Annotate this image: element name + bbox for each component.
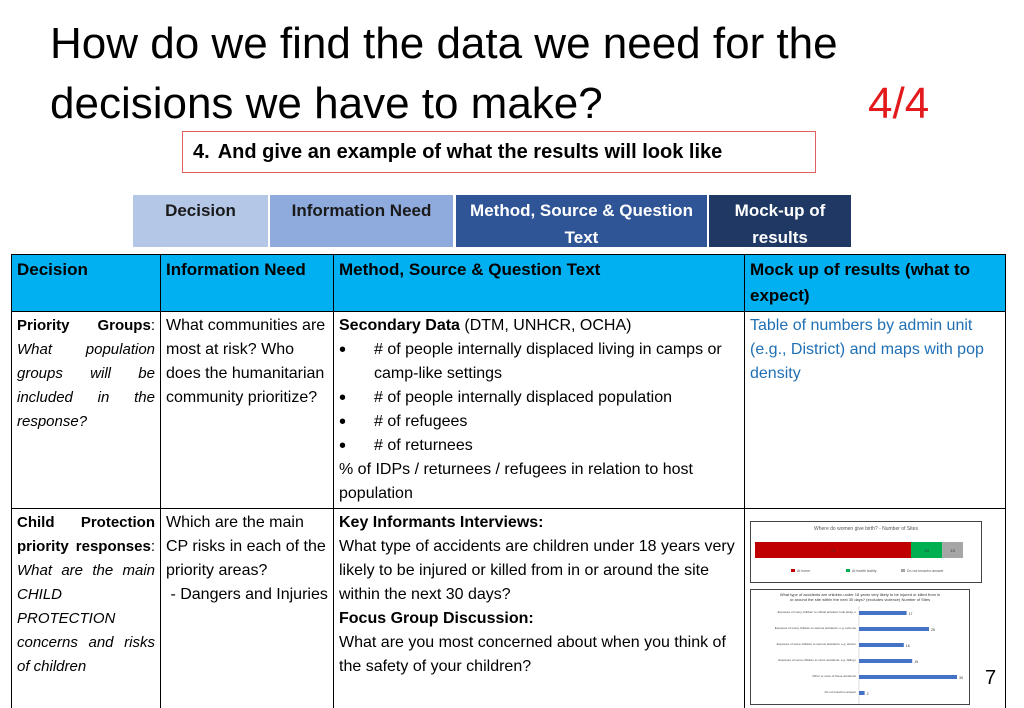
fgd-label: Focus Group Discussion: [339, 610, 534, 627]
data-label: 10 [950, 548, 955, 553]
bar [859, 611, 907, 615]
mockup-cell [745, 312, 1006, 509]
decision-question: What population groups will be included in the response? [17, 341, 155, 430]
category-label: Do not know/no answer [824, 690, 856, 694]
bar [859, 627, 929, 631]
title-line-1: How do we find the data we need for the [50, 19, 838, 68]
column-header: Mock up of results (what to expect) [745, 255, 1006, 312]
header-box-information-need: Information Need [270, 195, 453, 247]
list-item: • # of refugees [339, 410, 739, 434]
list-item: • # of people internally displaced living in camps or camp-like settings [339, 338, 739, 386]
data-label: 15 [924, 548, 929, 553]
bar [859, 643, 904, 647]
column-header: Method, Source & Question Text [334, 255, 745, 312]
kii-question: What type of accidents are children under 18 years very likely to be injured or killed from in or around the site within the next 30 days? [339, 538, 735, 603]
fgd-question: What are you most concerned about when you think of the safety of your children? [339, 634, 726, 675]
mockup-chart-birth [750, 521, 982, 583]
category-label: Exposure of many children to serious accidents: e.g. extreme [774, 626, 856, 630]
category-label: Minor or none of these accidents [812, 674, 856, 678]
header-box-method: Method, Source & Question Text [456, 195, 707, 247]
bar [859, 675, 957, 679]
method-cell [334, 312, 745, 509]
data-label: 2 [866, 692, 869, 696]
method-label: Secondary Data [339, 317, 460, 334]
info-need-cell [161, 312, 334, 509]
list-item: • # of returnees [339, 434, 739, 458]
decision-colon: : [150, 317, 155, 334]
slide-title [50, 14, 950, 134]
page-count: 4/4 [868, 79, 930, 128]
method-sources: (DTM, UNHCR, OCHA) [459, 317, 632, 334]
slide-number: 7 [985, 667, 997, 689]
kii-label: Key Informants Interviews: [339, 514, 544, 531]
mockup-cell [745, 509, 1006, 708]
chart-title: or around the site within the next 30 days? (excludes violence) Number of Sites [789, 597, 931, 602]
chart-title: Where do women give birth? - Number of Sites [814, 526, 918, 532]
legend-swatch [846, 569, 850, 572]
method-footer: % of IDPs / returnees / refugees in relation to host population [339, 461, 693, 502]
horizontal-bar-chart [751, 590, 969, 704]
info-need-cell [161, 509, 334, 708]
bar [859, 691, 865, 695]
decision-cell [12, 509, 161, 708]
chart-title: What type of accidents are children under 18 years very likely to be injured or killed from in [779, 592, 941, 597]
info-need-text: Which are the main CP risks in each of the priority areas? [166, 514, 326, 579]
stacked-bar-chart [751, 522, 981, 582]
data-label: 19 [914, 660, 919, 664]
category-label: Exposure of many children to critical accident: look away, u [777, 610, 856, 614]
title-line-2: decisions we have to make? [50, 79, 603, 128]
subtitle-text: And give an example of what the results will look like [217, 141, 723, 163]
category-label: Exposure of some children to minor accidents: e.g. falling i [778, 658, 856, 662]
mockup-chart-accidents [750, 589, 970, 705]
decision-table [11, 254, 1006, 708]
method-cell [334, 509, 745, 708]
header-box-mockup: Mock-up of results [709, 195, 851, 247]
data-label: 75 [830, 548, 836, 553]
subtitle-box [182, 131, 816, 173]
legend-swatch [791, 569, 795, 572]
info-need-text: What communities are most at risk? Who does the humanitarian community prioritize? [166, 317, 326, 406]
column-header: Decision [12, 255, 161, 312]
list-item: • # of people internally displaced population [339, 386, 739, 410]
table-row [12, 509, 1006, 708]
column-header: Information Need [161, 255, 334, 312]
data-label: 25 [931, 628, 935, 632]
indicator-list [339, 338, 739, 458]
legend-label: At health facility [852, 569, 877, 573]
legend-label: Do not know/no answer [907, 569, 944, 573]
bar [859, 659, 912, 663]
legend-label: At home [797, 569, 811, 573]
table-row [12, 312, 1006, 509]
decision-question: What are the main CHILD PROTECTION concerns and risks of children [17, 562, 155, 675]
data-label: 17 [908, 612, 913, 616]
data-label: 35 [959, 676, 963, 680]
method-source [339, 314, 739, 338]
info-need-item: - Dangers and Injuries [166, 586, 328, 603]
decision-colon: : [150, 538, 155, 555]
legend-swatch [901, 569, 905, 572]
decision-cell [12, 312, 161, 509]
decision-title: Priority Groups [17, 317, 151, 334]
table-header-row [12, 255, 1006, 312]
subtitle-number: 4. [193, 141, 210, 163]
data-label: 16 [905, 644, 910, 648]
header-box-decision: Decision [133, 195, 268, 247]
mockup-text: Table of numbers by admin unit (e.g., District) and maps with pop density [750, 317, 984, 382]
category-label: Exposure of some children to serious accidents: e.g. electro [776, 642, 856, 646]
decision-title: Child Protection priority responses [17, 514, 155, 555]
